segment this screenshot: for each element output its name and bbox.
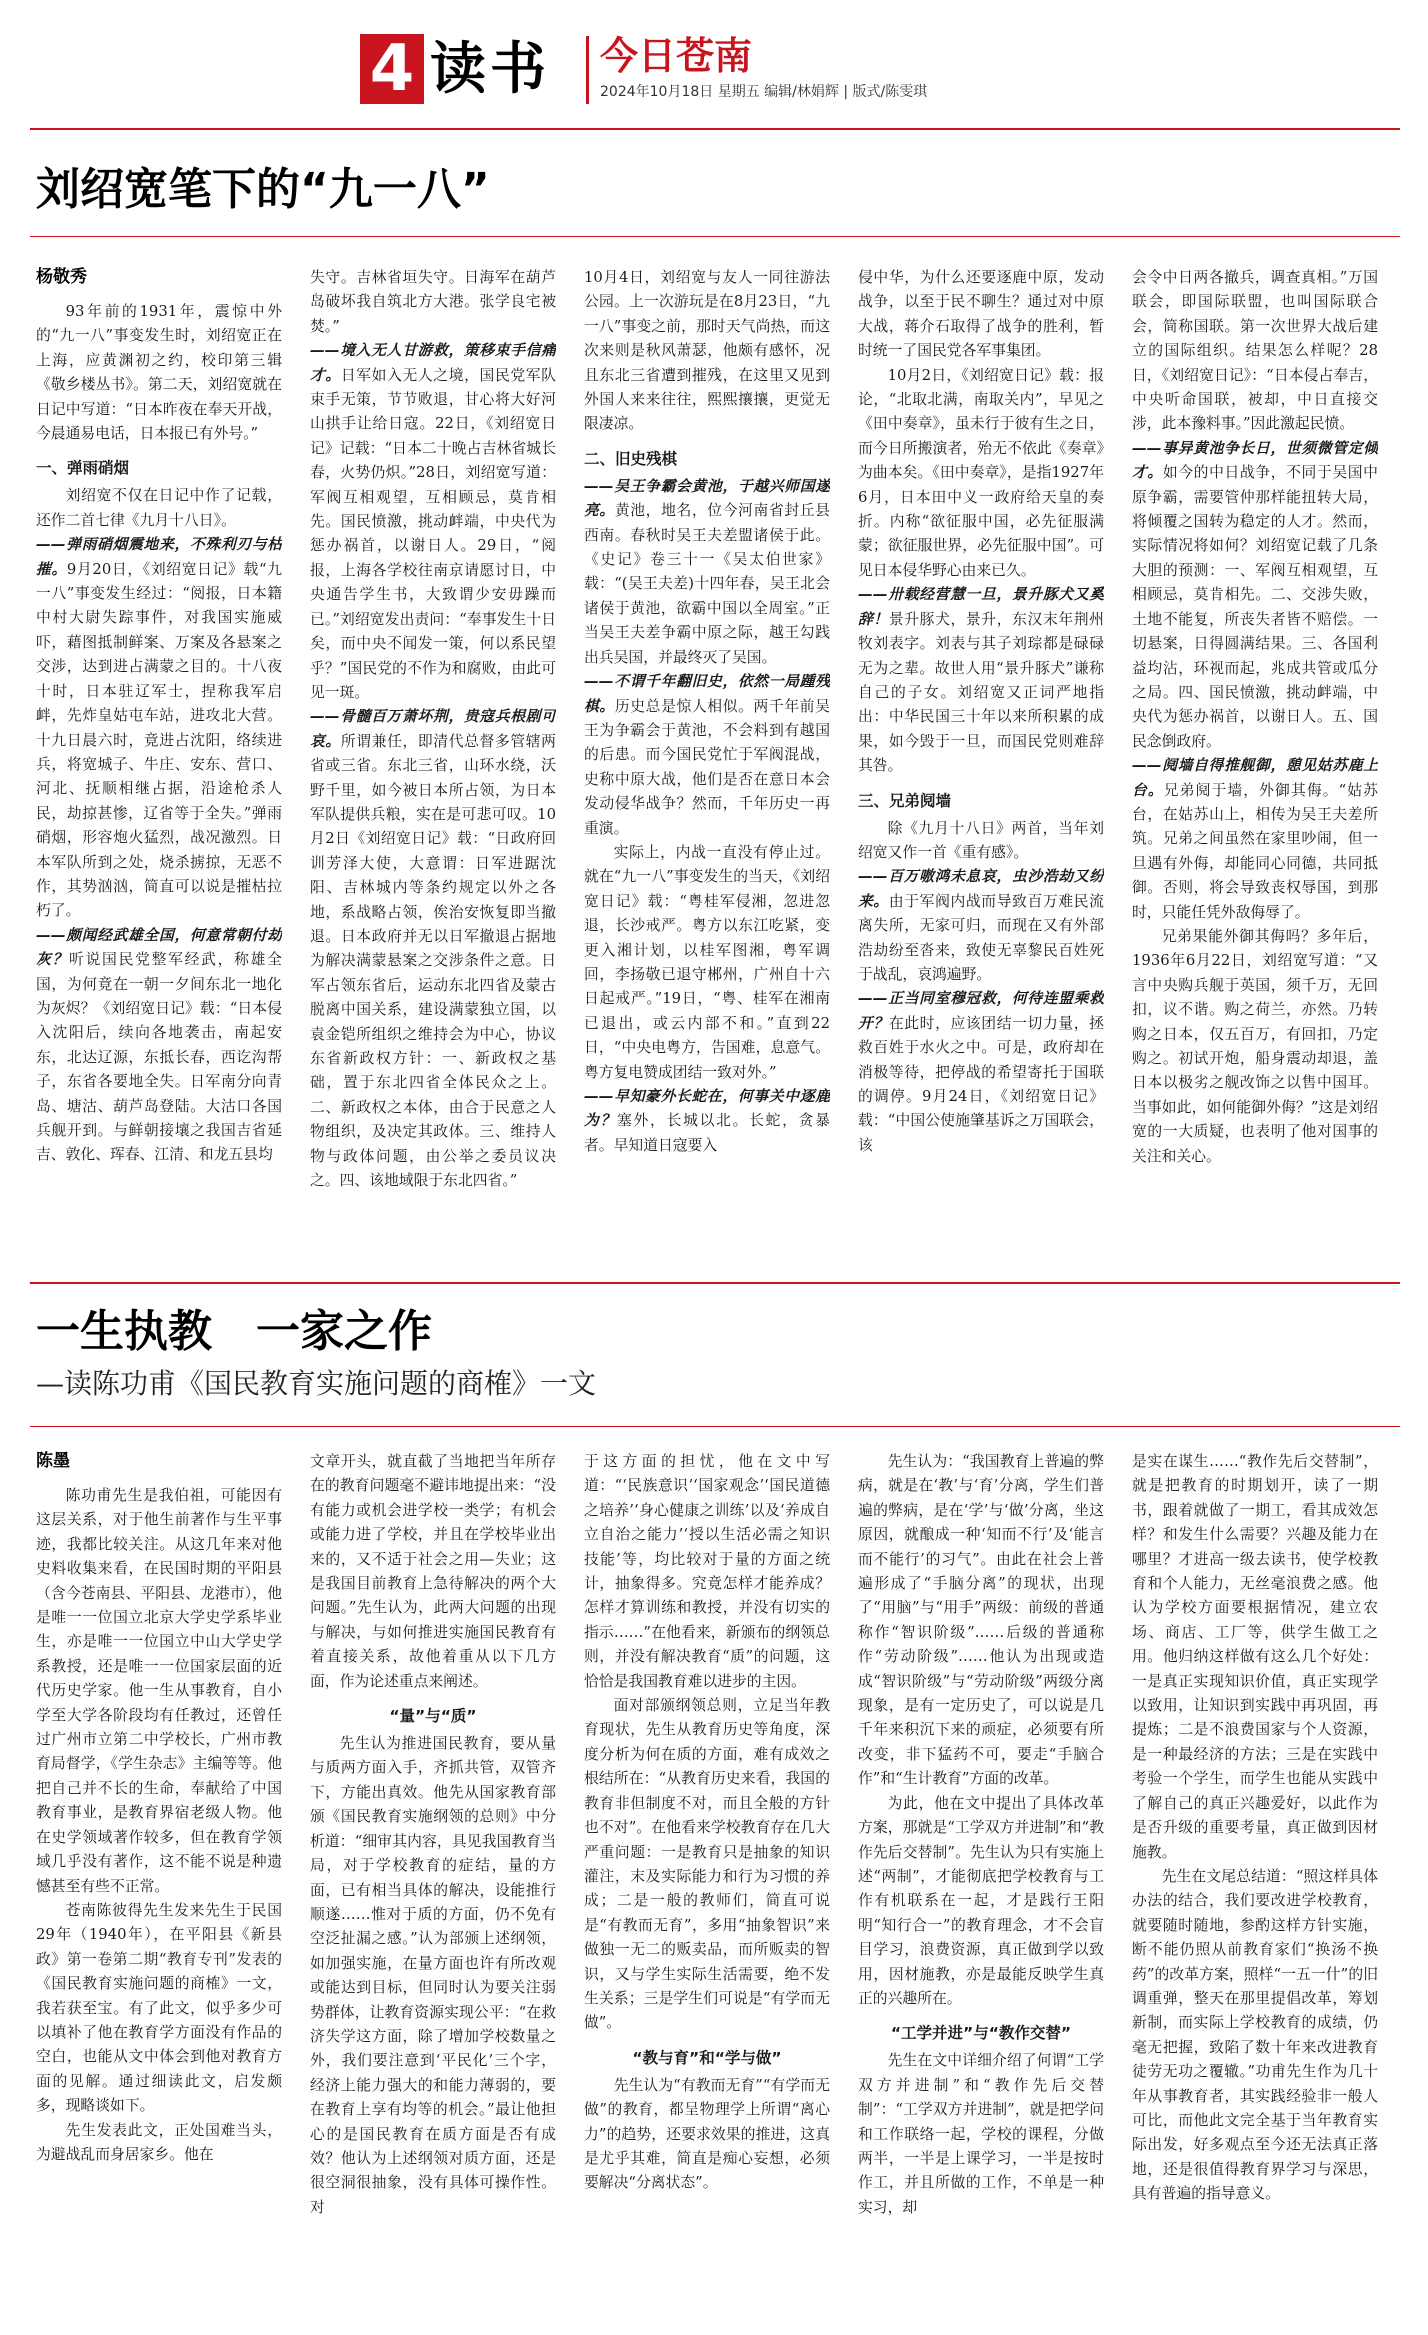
paragraph-text: 塞外，长城以北。长蛇，贪暴者。早知道日寇要入 — [584, 1112, 830, 1154]
paragraph — [858, 583, 1104, 778]
section-heading: 三、兄弟阋墙 — [858, 791, 952, 810]
paragraph: 面对部颁纲领总则，立足当年教育现状，先生从教育历史等角度，深度分析为何在质的方面，难有成效之根结所在：“从教育历史来看，我国的教育非但制度不对，而且全般的方针也不对”。在他看来学校教育存在几大严重问题：一是教育只是抽象的知识灌注，末及实际能力和行为习惯的养成；二是一般的教师们，简直可说是“有教而无育”，多用“抽象智识”来做独一无二的贩卖品，而所贩卖的智识，又与学生实际生活需要，绝不发生关系；三是学生们可说是“有学而无做”。 — [584, 1697, 830, 2032]
paragraph: 实际上，内战一直没有停止过。就在“九一八”事变发生的当天，《刘绍宽日记》载：“粤桂军侵湘，忽进忽退，长沙戒严。粤方以东江吃紧，变更入湘计划，以桂军图湘，粤军调回，李扬敬已退守郴州，广州自十六日起戒严。”19日，“粤、桂军在湘南已退出，或云内部不和。”直到22日，“中央电粤方，告国难，息意气。粤方复电赞成团结一致对外。” — [584, 843, 830, 1081]
paragraph-text: 兄弟阋于墙，外御其侮。“姑苏台，在姑苏山上，相传为吴王夫差所筑。兄弟之间虽然在家里吵闹，但一旦遇有外侮，却能同心同德，共同抵御。否则，将会导致丧权辱国，到那时，只能任凭外敌侮辱了。 — [1132, 781, 1378, 921]
paragraph: 先生发表此文，正处国难当头，为避战乱而身居家乡。他在 — [36, 2121, 282, 2163]
article2-subtitle: —读陈功甫《国民教育实施问题的商榷》一文 — [36, 1367, 597, 1400]
paragraph — [36, 924, 282, 1168]
article2-column-2 — [310, 1450, 556, 2314]
paragraph-text: 如今的中日战争，不同于吴国中原争霸，需要管仲那样能扭转大局，将倾覆之国转为稳定的人才。然而，实际情况将如何？刘绍宽记载了几条大胆的预测：一、军阀互相观望，互相顾忌，莫肯相先。二、交涉失败，土地不能复，所丧失者皆不赔偿。一切悬案，日得圆满结果。三、各国利益均沾，环视而起，兆成共管或瓜分之局。四、国民愤激，挑动衅端，中央代为惩办祸首，以谢日人。五、国民念倒政府。 — [1132, 464, 1378, 750]
paragraph: 93年前的1931年，震惊中外的“九一八”事变发生时，刘绍宽正在上海，应黄渊初之约，校印第三辑《敬乡楼丛书》。第二天，刘绍宽就在日记中写道：“日本昨夜在奉天开战，今晨通易电话，日本报已有外号。” — [36, 303, 282, 443]
poem-line: ——事异黄池争长日，世须微管定倾才。 — [1132, 439, 1378, 482]
section-heading: “教与育”和“学与做” — [632, 2048, 782, 2067]
poem-line: ——不谓千年翻旧史，依然一局踵残棋。 — [584, 673, 830, 715]
article2-column-3 — [584, 1450, 830, 2314]
article2-column-5 — [1132, 1450, 1378, 2314]
paragraph: 10月2日，《刘绍宽日记》载：报论，“北取北满，南取关内”，早见之《田中奏章》，虽未行于彼有生之日，而今日所搬演者，殆无不依此《奏章》为曲本矣。《田中奏章》，是指1927年6月，日本田中义一政府给天皇的奏折。内称“欲征服中国，必先征服满蒙；欲征服世界，必先征服中国”。可见日本侵华野心由来已久。 — [858, 366, 1104, 579]
newspaper-brand: 今日苍南 — [600, 34, 753, 78]
paragraph: 文章开头，就直截了当地把当年所存在的教育问题毫不避讳地提出来：“没有能力或机会进学校一类学；有机会或能力进了学校，并且在学校毕业出来的，又不适于社会之用—失业；这是我国目前教育上急待解决的两个大问题。”先生认为，此两大问题的出现与解决，与如何推进实施国民教育有着直接关系，故他着重从以下几方面，作为论述重点来阐述。 — [310, 1453, 556, 1690]
paragraph: 先生认为推进国民教育，要从量与质两方面入手，齐抓共管，双管齐下，方能出真效。他先从国家教育部颁《国民教育实施纲领的总则》中分析道：“细审其内容，具见我国教育当局，对于学校教育的症结，量的方面，已有相当具体的解决，设能推行顺遂……惟对于质的方面，仍不免有空泛扯漏之感。”认为部颁上述纲领，如加强实施，在量方面也许有所改观或能达到目标，但同时认为要关注弱势群体，让教育资源实现公平：“在救济失学这方面，除了增加学校数量之外，我们要注意到‘平民化’三个字，经济上能力强大的和能力薄弱的，要在教育上享有均等的机会。”最让他担心的是国民教育在质方面是否有成效？他认为上述纲领对质方面，还是很空洞很抽象，没有具体可操作性。对 — [310, 1735, 556, 2216]
paragraph-text: 听说国民党整军经武，称雄全国，为何竟在一朝一夕间东北一地化为灰烬？《刘绍宽日记》载：“日本侵入沈阳后，续向各地袭击，南起安东，北达辽源，东抵长春，西讫沟帮子，东省各要地全失。日军南分向青岛、塘沽、葫芦岛登陆。大沽口各国兵舰开到。与鲜朝接壤之我国吉省延吉、敦化、珲春、江清、和龙五县均 — [36, 951, 282, 1164]
paragraph-text: 黄池，地名，位今河南省封丘县西南。春秋时吴王夫差盟诸侯于此。《史记》卷三十一《吴太伯世家》载：“(吴王夫差)十四年春，吴王北会诸侯于黄池，欲霸中国以全周室。”正当吴王夫差争霸中原之际，越王勾践出兵吴国，并最终灭了吴国。 — [584, 502, 830, 666]
paragraph — [584, 1085, 830, 1158]
paragraph — [584, 475, 830, 670]
paragraph: 失守。吉林省垣失守。日海军在葫芦岛破坏我自筑北方大港。张学良宅被焚。” — [310, 269, 556, 335]
header-rule — [30, 128, 1400, 130]
paragraph — [858, 865, 1104, 987]
paragraph: 侵中华，为什么还要逐鹿中原，发动战争，以至于民不聊生？通过对中原大战，蒋介石取得了战争的胜利，暂时统一了国民党各军事集团。 — [858, 269, 1104, 360]
paragraph: 先生在文尾总结道：“照这样具体办法的结合，我们要改进学校教育，就要随时随地，参酌这样方针实施，断不能仍照从前教育家们“换汤不换药”的改革方案，照样“一五一什”的旧调重弹，整天在那里提倡改革，筹划新制，而实际上学校教育的成绩，仍毫无把握，致陷了数十年来改进教育徒劳无功之覆辙。”功甫先生作为几十年从事教育者，其实践经验非一般人可比，而他此文完全基于当年教育实际出发，好多观点至今还无法真正落地，还是很值得教育界学习与深思，具有普遍的指导意义。 — [1132, 1867, 1378, 2203]
article2-column-4 — [858, 1450, 1104, 2314]
paragraph: 兄弟果能外御其侮吗？多年后，1936年6月22日，刘绍宽写道：“又言中央购兵舰于英国，须千万，无回扣，议不谐。购之荷兰，亦然。乃转购之日本，仅五百万，有回扣，乃定购之。初试开炮，船身震动却退，盖日本以极劣之舰改饰之以售中国耳。当事如此，如何能御外侮？”这是刘绍宽的一大质疑，也表明了他对国事的关注和关心。 — [1132, 927, 1378, 1165]
section-heading: 二、旧史残棋 — [584, 449, 678, 468]
paragraph: 为此，他在文中提出了具体改革方案，那就是“工学双方并进制”和“教作先后交替制”。先生认为只有实施上述“两制”，才能彻底把学校教育与工作有机联系在一起，才是践行王阳明“知行合一”的教育理念，才不会盲目学习，浪费资源，真正做到学以致用，因材施教，亦是最能反映学生真正的兴趣所在。 — [858, 1794, 1104, 2007]
poem-line: ——弹雨硝烟震地来，不殊利刃与枯摧。 — [36, 536, 282, 578]
paragraph — [1132, 754, 1378, 925]
paragraph-text: 日军如入无人之境，国民党军队束手无策，节节败退，甘心将大好河山拱手让给日寇。22日，《刘绍宽日记》记载：“日本二十晚占吉林省城长春，火势仍炽。”28日，刘绍宽写道：军阀互相观望，互相顾忌，莫肯相先。国民愤激，挑动衅端，中央代为惩办祸首，以谢日人。29日，“阅报，上海各学校往南京请愿讨日，中央通告学生书，大致谓少安毋躁而已。”刘绍宽发出责问：“奉事发生十日矣，而中央不闻发一策，何以系民望乎？”国民党的不作为和腐败，由此可见一斑。 — [310, 366, 556, 701]
paragraph: 苍南陈彼得先生发来先生于民国29年（1940年），在平阳县《新县政》第一卷第二期“教育专刊”发表的《国民教育实施问题的商榷》一文，我若获至宝。有了此文，似乎多少可以填补了他在教育学方面没有作品的空白，也能从文中体会到他对教育方面的见解。通过细读此文，启发颇多，现略谈如下。 — [36, 1901, 282, 2115]
paragraph: 先生认为：“我国教育上普遍的弊病，就是在‘教’与‘育’分离，学生们普遍的弊病，是在‘学’与‘做’分离，坐这原因，就酿成一种‘知而不行’及‘能言而不能行’的习气”。由此在社会上普遍形成了“手脑分离”的现状，出现了“用脑”与“用手”两级：前级的普通称作“智识阶级”……后级的普通称作“劳动阶级”……他认为出现或造成“智识阶级”与“劳动阶级”两级分离现象，是有一定历史了，可以说是几千年来积沉下来的顽症，必须要有所改变，非下猛药不可，要走“手脑合作”和“生计教育”方面的改革。 — [858, 1453, 1104, 1788]
masthead-divider — [586, 36, 589, 104]
poem-line: ——骨髓百万萧坏荆，贵寇兵根剧可哀。 — [310, 708, 556, 750]
paragraph — [36, 533, 282, 924]
paragraph — [310, 705, 556, 1193]
poem-line: ——正当同室穆冠救，何待连盟乘救开？ — [858, 990, 1104, 1032]
article2-title-rule — [30, 1426, 1400, 1427]
article1-author: 杨敬秀 — [36, 267, 87, 287]
paragraph — [584, 670, 830, 841]
section-name: 读书 — [430, 37, 550, 102]
article1-column-2 — [310, 266, 556, 1270]
poem-line: ——吴王争霸会黄池，于越兴师国遂亮。 — [584, 477, 830, 520]
article1-column-5 — [1132, 266, 1378, 1270]
poem-line: ——阋墙自得推舰御，憩见姑苏鹿上台。 — [1132, 757, 1378, 799]
poem-line: ——境入无人甘游救，策移束手信痛才。 — [310, 342, 556, 384]
paragraph-text: 9月20日，《刘绍宽日记》载“九一八”事变发生经过：“阅报，日本籍中村大尉失踪事件，对我国实施威吓，藉图抵制鲜案、万案及各悬案之交涉，达到进占满蒙之目的。十八夜十时，日本驻辽军士，捏称我军启衅，先炸皇姑屯车站，进攻北大营。十九日晨六时，竟进占沈阳，络续进兵，将宽城子、牛庄、安东、营口、河北、抚顺相继占据，沿途枪杀人民，劫掠甚惨，辽省等于全失。”弹雨硝烟，形容炮火猛烈，战况激烈。日本军队所到之处，烧杀掳掠，无恶不作，其势汹汹，简直可以说是摧枯拉朽了。 — [36, 560, 282, 920]
paragraph — [858, 987, 1104, 1158]
section-heading: 一、弹雨硝烟 — [36, 459, 130, 478]
paragraph-text: 在此时，应该团结一切力量，拯救百姓于水火之中。可是，政府却在消极等待，把停战的希望寄托于国联的调停。9月24日，《刘绍宽日记》载：“中国公使施肇基诉之万国联会，该 — [858, 1014, 1104, 1154]
article-divider — [30, 1282, 1400, 1284]
poem-line: ——卅载经营慧一旦，景升豚犬又奚辞！ — [858, 586, 1104, 628]
article1-column-4 — [858, 266, 1104, 1270]
masthead — [360, 30, 1180, 110]
article2-column-1 — [36, 1484, 282, 2314]
article1-title-rule — [30, 236, 1400, 237]
section-heading: “工学并进”与“教作交替” — [890, 2024, 1072, 2043]
paragraph-text: 历史总是惊人相似。两千年前吴王为争霸会于黄池，不会料到有越国的后患。而今国民党忙于军阀混战，史称中原大战，他们是否在意日本会发动侵华战争？然而，千年历史一再重演。 — [584, 697, 830, 837]
paragraph: 陈功甫先生是我伯祖，可能因有这层关系，对于他生前著作与生平事迹，我都比较关注。从这几年来对他史料收集来看，在民国时期的平阳县（含今苍南县、平阳县、龙港市），他是唯一一位国立北京大学史学系毕业生，亦是唯一一位国立中山大学史学系教授，还是唯一一位国家层面的近代历史学家。他一生从事教育，自小学至大学各阶段均有任教过，还曾任过广州市立第二中学校长，广州市教育局督学，《学生杂志》主编等等。他把自己并不长的生命，奉献给了中国教育事业，是教育界宿老级人物。他在史学领域著作较多，但在教育学领域几乎没有著作，这不能不说是种遗憾甚至有些不正常。 — [36, 1487, 282, 1895]
poem-line: ——颇闻经武雄全国，何意常朝付劫灰？ — [36, 926, 282, 969]
paragraph: 10月4日，刘绍宽与友人一同往游法公园。上一次游玩是在8月23日，“九一八”事变之前，那时天气尚热，而这次来则是秋风萧瑟，他颇有感怀，况且东北三省遭到摧残，在这里又见到外国人来来往往，熙熙攘攘，更觉无限凄凉。 — [584, 269, 830, 433]
paragraph: 于这方面的担忧，他在文中写道：“‘民族意识’‘国家观念’‘国民道德之培养’‘身心健康之训练’以及‘养成自立自治之能力’‘授以生活必需之知识技能’等，均比较对于量的方面之统计，抽象得多。究竟怎样才能养成？怎样才算训练和教授，并没有切实的指示……”在他看来，新颁布的纲领总则，并没有解决教育“质”的问题，这恰恰是我国教育难以进步的主因。 — [584, 1453, 830, 1690]
paragraph — [1132, 437, 1378, 754]
paragraph — [310, 339, 556, 705]
article1-column-3 — [584, 266, 830, 1270]
paragraph: 先生在文中详细介绍了何谓“工学双方并进制”和“教作先后交替制”：“工学双方并进制”，就是把学问和工作联络一起，学校的课程，分做两半，一半是上课学习，一半是按时作工，并且所做的工作，不单是一种实习，却 — [858, 2052, 1104, 2216]
poem-line: ——早知豪外长蛇在，何事关中逐鹿为？ — [584, 1088, 830, 1130]
paragraph: 除《九月十八日》两首，当年刘绍宽又作一首《重有感》。 — [858, 819, 1104, 861]
paragraph-text: 景升豚犬，景升，东汉末年荆州牧刘表字。刘表与其子刘琮都是碌碌无为之辈。故世人用“景升豚犬”谦称自己的子女。刘绍宽又正词严地指出：中华民国三十年以来所积累的成果，如今毁于一旦，而国民党则难辞其咎。 — [858, 610, 1104, 775]
paragraph: 是实在谋生……“教作先后交替制”，就是把教育的时期划开，读了一期书，跟着就做了一期工，看其成效怎样？和发生什么需要？兴趣及能力在哪里？才进高一级去读书，使学校教育和个人能力，无丝毫浪费之感。他认为学校方面要根据情况，建立农场、商店、工厂等，供学生做工之用。他归纳这样做有这么几个好处：一是真正实现知识价值，真正实现学以致用，让知识到实践中再巩固，再提炼；二是不浪费国家与个人资源，是一种最经济的方法；三是在实践中考验一个学生，而学生也能从实践中了解自己的真正兴趣爱好，以此作为是否升级的重要考量，真正做到因材施教。 — [1132, 1453, 1378, 1861]
poem-line: ——百万嗷鸿未息哀，虫沙浩劫又纷来。 — [858, 868, 1104, 910]
paragraph-text: 所谓兼任，即清代总督多管辖两省或三省。东北三省，山环水绕，沃野千里，如今被日本所占领，为日本军队提供兵粮，实在是可悲可叹。10月2日《刘绍宽日记》载：“日政府回训芳泽大使，大意谓：日军进踞沈阳、吉林城内等条约规定以外之各地，系战略占领，俟治安恢复即当撤退。日本政府并无以日军撤退占据地为解决满蒙悬案之交涉条件之意。日军占领东省后，运动东北四省及蒙古脱离中国关系，建设满蒙独立国，以袁金铠所组织之维持会为中心，协议东省新政权方针：一、新政权之基础，置于东北四省全体民众之上。二、新政权之本体，由合于民意之人物组织，及决定其政体。三、维持人物与政体问题，由公举之委员议决之。四、该地域限于东北四省。” — [310, 732, 556, 1190]
paragraph: 先生认为“有教而无育”“有学而无做”的教育，都呈物理学上所谓“离心力”的趋势，还要求效果的推进，这真是尤乎其难，简直是痴心妄想，必须要解决“分离状态”。 — [584, 2076, 830, 2192]
article1-title: 刘绍宽笔下的“九一八” — [36, 164, 490, 215]
article1-column-1 — [36, 300, 282, 1270]
article2-title: 一生执教 一家之作 — [36, 1306, 432, 1357]
page-number: 4 — [360, 34, 424, 104]
paragraph-text: 由于军阀内战而导致百万难民流离失所，无家可归，而现在又有外部浩劫纷至沓来，致使无辜黎民百姓死于战乱，哀鸿遍野。 — [858, 892, 1104, 983]
article2-author: 陈墨 — [36, 1451, 70, 1471]
issue-meta: 2024年10月18日 星期五 编辑/林娟辉 | 版式/陈雯琪 — [600, 84, 928, 100]
paragraph: 会令中日两各撤兵，调查真相。”万国联会，即国际联盟，也叫国际联合会，简称国联。第一次世界大战后建立的国际组织。结果怎么样呢？28日，《刘绍宽日记》：“日本侵占奉吉，中央听命国联，被却，中日直接交涉，此本豫料事。”因此激起民愤。 — [1132, 269, 1378, 433]
section-heading: “量”与“质” — [389, 1707, 477, 1726]
paragraph: 刘绍宽不仅在日记中作了记载，还作二首七律《九月十八日》。 — [36, 487, 282, 529]
